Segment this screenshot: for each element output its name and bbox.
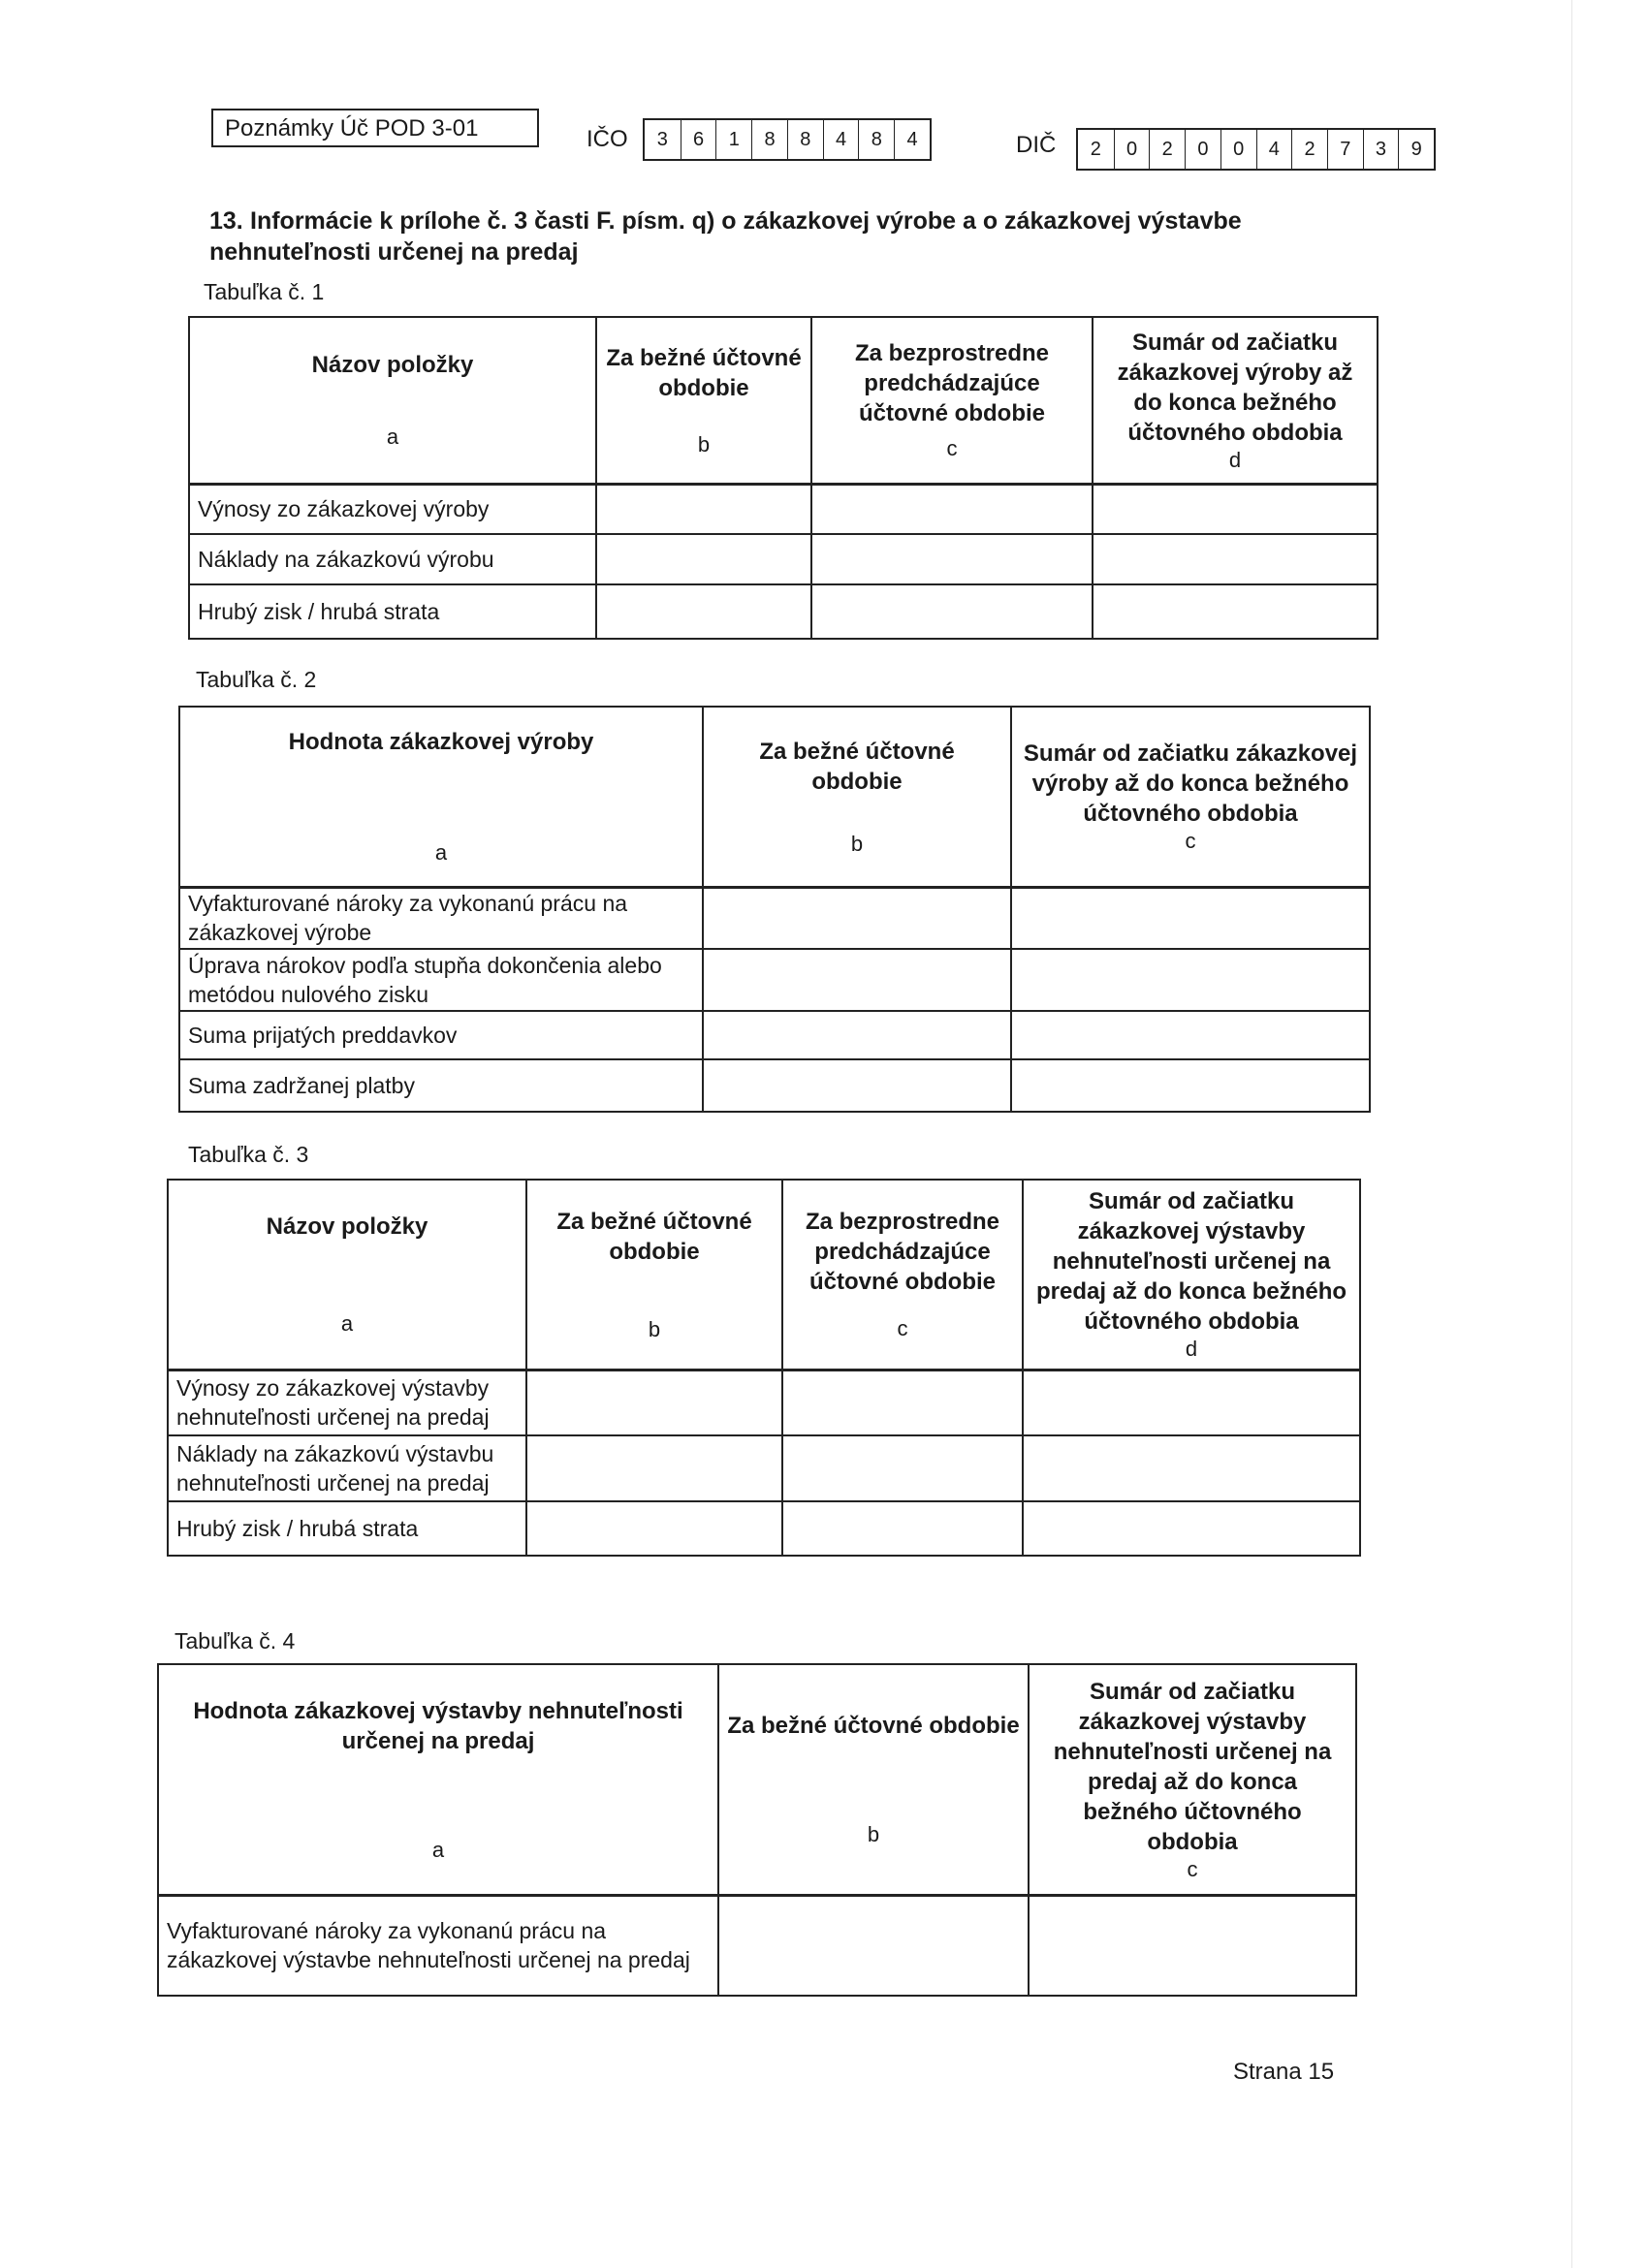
table-1-cell-d[interactable]: [1093, 584, 1378, 639]
table-3-header-a: [168, 1180, 526, 1370]
section-title-text: Informácie k prílohe č. 3 časti F. písm. q) o zákazkovej výrobe a o zákazkovej výstavbe nehnuteľnosti určenej na predaj: [209, 207, 1242, 266]
table-1-header-b: [596, 317, 811, 484]
header-letter: c: [897, 1316, 908, 1341]
table-3-cell-b[interactable]: [526, 1370, 782, 1435]
dic-digit: 2: [1149, 130, 1185, 169]
table-2-cell-b[interactable]: [703, 1011, 1011, 1059]
table-1-cell-d[interactable]: [1093, 534, 1378, 584]
table-2-header-b: [703, 707, 1011, 887]
table-1: [188, 316, 1379, 640]
table-2-row-label: Suma zadržanej platby: [179, 1059, 703, 1112]
dic-digit: 9: [1398, 130, 1434, 169]
ico-digit: 8: [858, 120, 894, 159]
table-4-cell-b[interactable]: [718, 1895, 1029, 1996]
table-2-header-a: [179, 707, 703, 887]
table-4-header-a: [158, 1664, 718, 1895]
table-2-cell-b[interactable]: [703, 887, 1011, 949]
header-text: Za bezprostredne predchádzajúce účtovné obdobie: [854, 340, 1050, 427]
header-text: Názov položky: [311, 352, 474, 379]
table-4: [157, 1663, 1357, 1997]
header-text: Za bežné účtovné obdobie: [727, 1713, 1020, 1740]
table-2: [178, 706, 1371, 1113]
dic-digit: 0: [1185, 130, 1220, 169]
table-3-row-label: Výnosy zo zákazkovej výstavby nehnuteľnosti určenej na predaj: [168, 1370, 526, 1435]
header-letter: d: [1228, 447, 1242, 472]
ico-digit: 4: [894, 120, 930, 159]
header-letter: a: [434, 840, 448, 866]
ico-digit: 8: [751, 120, 787, 159]
table-2-cell-b[interactable]: [703, 1059, 1011, 1112]
table-1-cell-d[interactable]: [1093, 484, 1378, 534]
table-3-cell-b[interactable]: [526, 1435, 782, 1501]
table-2-cell-c[interactable]: [1011, 1011, 1370, 1059]
table-3-row-label: Hrubý zisk / hrubá strata: [168, 1501, 526, 1556]
dic-digit: 3: [1363, 130, 1399, 169]
table-1-row-label: Hrubý zisk / hrubá strata: [189, 584, 596, 639]
table-4-cell-c[interactable]: [1029, 1895, 1356, 1996]
table-1-cell-c[interactable]: [811, 584, 1093, 639]
header-letter: a: [340, 1311, 354, 1337]
table-1-row-label: Výnosy zo zákazkovej výroby: [189, 484, 596, 534]
dic-digit: 0: [1114, 130, 1150, 169]
header-letter: c: [946, 436, 958, 461]
table-3-cell-c[interactable]: [782, 1501, 1023, 1556]
header-text: Za bežné účtovné obdobie: [759, 738, 955, 795]
header-letter: b: [867, 1822, 880, 1847]
table-3-header-b: [526, 1180, 782, 1370]
dic-digit: 4: [1256, 130, 1292, 169]
section-number: 13.: [209, 207, 243, 235]
header-text: Hodnota zákazkovej výstavby nehnuteľnosti určenej na predaj: [193, 1697, 683, 1754]
page-number: Strana 15: [1233, 2059, 1335, 2085]
dic-digit: 2: [1090, 139, 1101, 160]
ico-digit: 4: [823, 120, 859, 159]
header-letter: d: [1185, 1337, 1198, 1362]
table-3-cell-d[interactable]: [1023, 1435, 1360, 1501]
table-2-header-c: [1011, 707, 1370, 887]
table-3-cell-d[interactable]: [1023, 1501, 1360, 1556]
table-4-header-c: [1029, 1664, 1356, 1895]
dic-digit: 7: [1327, 130, 1363, 169]
table-1-caption: Tabuľka č. 1: [204, 279, 325, 304]
header-text: Sumár od začiatku zákazkovej výstavby nehnuteľnosti určenej na predaj až do konca bežného účtovného obdobia: [1035, 1188, 1347, 1336]
table-1-header-a: [189, 317, 596, 484]
table-2-cell-b[interactable]: [703, 949, 1011, 1011]
ico-digit: 1: [715, 120, 751, 159]
table-1-header-c: [811, 317, 1093, 484]
header-text: Za bežné účtovné obdobie: [556, 1208, 752, 1265]
header-letter: c: [1187, 1856, 1198, 1881]
table-1-cell-c[interactable]: [811, 534, 1093, 584]
table-3-cell-d[interactable]: [1023, 1370, 1360, 1435]
table-4-row-label: Vyfakturované nároky za vykonanú prácu na zákazkovej výstavbe nehnuteľnosti určenej na predaj: [158, 1895, 718, 1996]
header-letter: a: [431, 1837, 445, 1862]
page-edge: [1571, 0, 1572, 2268]
ico-digit: 8: [787, 120, 823, 159]
form-code-text: Poznámky Úč POD 3-01: [225, 115, 479, 142]
dic-digit-boxes: [1076, 128, 1436, 171]
table-2-caption: Tabuľka č. 2: [196, 667, 317, 692]
header-letter: b: [850, 831, 864, 856]
table-4-header-b: [718, 1664, 1029, 1895]
dic-label: DIČ: [1016, 132, 1057, 158]
header-letter: b: [697, 431, 711, 457]
table-2-row-label: Vyfakturované nároky za vykonanú prácu na zákazkovej výrobe: [179, 887, 703, 949]
table-1-cell-b[interactable]: [596, 484, 811, 534]
ico-digit-boxes: [643, 118, 932, 161]
ico-digit: 3: [656, 129, 668, 150]
header-text: Sumár od začiatku zákazkovej výstavby nehnuteľnosti určenej na predaj až do konca bežného účtovného obdobia: [1053, 1678, 1332, 1855]
header-text: Názov položky: [266, 1213, 428, 1241]
header-text: Za bezprostredne predchádzajúce účtovné obdobie: [805, 1209, 1000, 1296]
table-3-caption: Tabuľka č. 3: [188, 1142, 309, 1167]
table-3: [167, 1179, 1361, 1557]
ico-digit: 6: [681, 120, 716, 159]
table-1-row-label: Náklady na zákazkovú výrobu: [189, 534, 596, 584]
table-3-cell-c[interactable]: [782, 1370, 1023, 1435]
table-2-row-label: Suma prijatých preddavkov: [179, 1011, 703, 1059]
table-3-row-label: Náklady na zákazkovú výstavbu nehnuteľnosti určenej na predaj: [168, 1435, 526, 1501]
header-letter: b: [648, 1316, 661, 1341]
table-1-cell-b[interactable]: [596, 534, 811, 584]
header-letter: c: [1185, 829, 1196, 854]
header-text: Sumár od začiatku zákazkovej výroby až do konca bežného účtovného obdobia: [1117, 329, 1353, 446]
table-1-header-d: [1093, 317, 1378, 484]
table-2-cell-c[interactable]: [1011, 887, 1370, 949]
table-1-cell-b[interactable]: [596, 584, 811, 639]
header-text: Sumár od začiatku zákazkovej výroby až do konca bežného účtovného obdobia: [1023, 740, 1358, 828]
header-letter: a: [386, 425, 399, 450]
table-3-cell-c[interactable]: [782, 1435, 1023, 1501]
table-4-caption: Tabuľka č. 4: [174, 1628, 296, 1654]
header-text: Hodnota zákazkovej výroby: [288, 729, 594, 756]
section-title: [209, 205, 1392, 268]
form-code-box: [211, 109, 539, 147]
ico-label: IČO: [586, 126, 628, 152]
dic-digit: 2: [1291, 130, 1327, 169]
table-3-cell-b[interactable]: [526, 1501, 782, 1556]
table-3-header-d: [1023, 1180, 1360, 1370]
table-2-row-label: Úprava nárokov podľa stupňa dokončenia alebo metódou nulového zisku: [179, 949, 703, 1011]
table-3-header-c: [782, 1180, 1023, 1370]
table-2-cell-c[interactable]: [1011, 949, 1370, 1011]
table-1-cell-c[interactable]: [811, 484, 1093, 534]
header-text: Za bežné účtovné obdobie: [606, 344, 802, 401]
table-2-cell-c[interactable]: [1011, 1059, 1370, 1112]
dic-digit: 0: [1220, 130, 1256, 169]
